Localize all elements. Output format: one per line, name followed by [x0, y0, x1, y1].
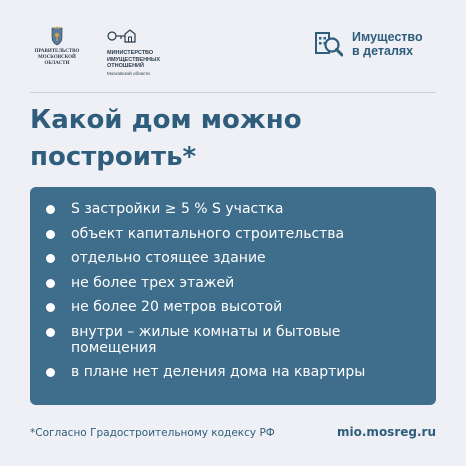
bullet-dot-icon — [46, 254, 55, 263]
list-item — [30, 299, 436, 315]
page-title — [30, 102, 430, 176]
list-item-text: объект капитального строительства — [71, 225, 345, 242]
title-line2: построить* — [30, 142, 197, 172]
brand-line2: в деталях — [352, 44, 414, 58]
list-item-text: S застройки ≥ 5 % S участка — [71, 201, 284, 217]
ministry-line1: МИНИСТЕРСТВО — [107, 50, 154, 56]
list-item — [30, 275, 436, 291]
list-item-text: не более трех этажей — [71, 274, 235, 291]
list-item — [30, 364, 436, 380]
bullet-dot-icon — [46, 303, 55, 312]
list-item — [30, 324, 436, 356]
gov-logo-line3: ОБЛАСТИ — [44, 61, 70, 66]
requirements-panel — [30, 187, 436, 405]
list-item-text: в плане нет деления дома на квартиры — [71, 364, 366, 380]
site-link[interactable]: mio.mosreg.ru — [337, 425, 436, 439]
list-item — [30, 201, 436, 217]
gov-logo-line2: МОСКОВСКОЙ — [38, 55, 76, 60]
key-house-icon — [107, 28, 137, 44]
header — [0, 0, 466, 92]
header-divider — [30, 92, 436, 93]
requirements-list — [30, 201, 436, 389]
building-magnifier-icon — [315, 30, 343, 58]
bullet-dot-icon — [46, 279, 55, 288]
bullet-dot-icon — [46, 368, 55, 377]
ministry-line3: ОТНОШЕНИЙ — [107, 63, 144, 69]
list-item-text: не более 20 метров высотой — [71, 299, 283, 315]
bullet-dot-icon — [46, 328, 55, 337]
bullet-dot-icon — [46, 230, 55, 239]
ministry-logo — [107, 28, 202, 76]
ministry-subtitle: Московской области — [107, 70, 150, 76]
list-item — [30, 250, 436, 266]
list-item — [30, 226, 436, 242]
list-item-text: внутри – жилые комнаты и бытовые помещения — [71, 323, 341, 356]
title-line1: Какой дом можно — [30, 105, 302, 135]
gov-logo-line1: ПРАВИТЕЛЬСТВО — [34, 49, 80, 54]
brand-line1: Имущество — [352, 30, 423, 44]
ministry-line2: ИМУЩЕСТВЕННЫХ — [107, 56, 161, 63]
footnote: *Согласно Градостроительному кодексу РФ — [30, 427, 275, 439]
brand-logo — [315, 30, 423, 58]
government-logo — [27, 26, 87, 67]
list-item-text: отдельно стоящее здание — [71, 250, 266, 266]
bullet-dot-icon — [46, 205, 55, 214]
coat-of-arms-icon — [49, 26, 65, 46]
